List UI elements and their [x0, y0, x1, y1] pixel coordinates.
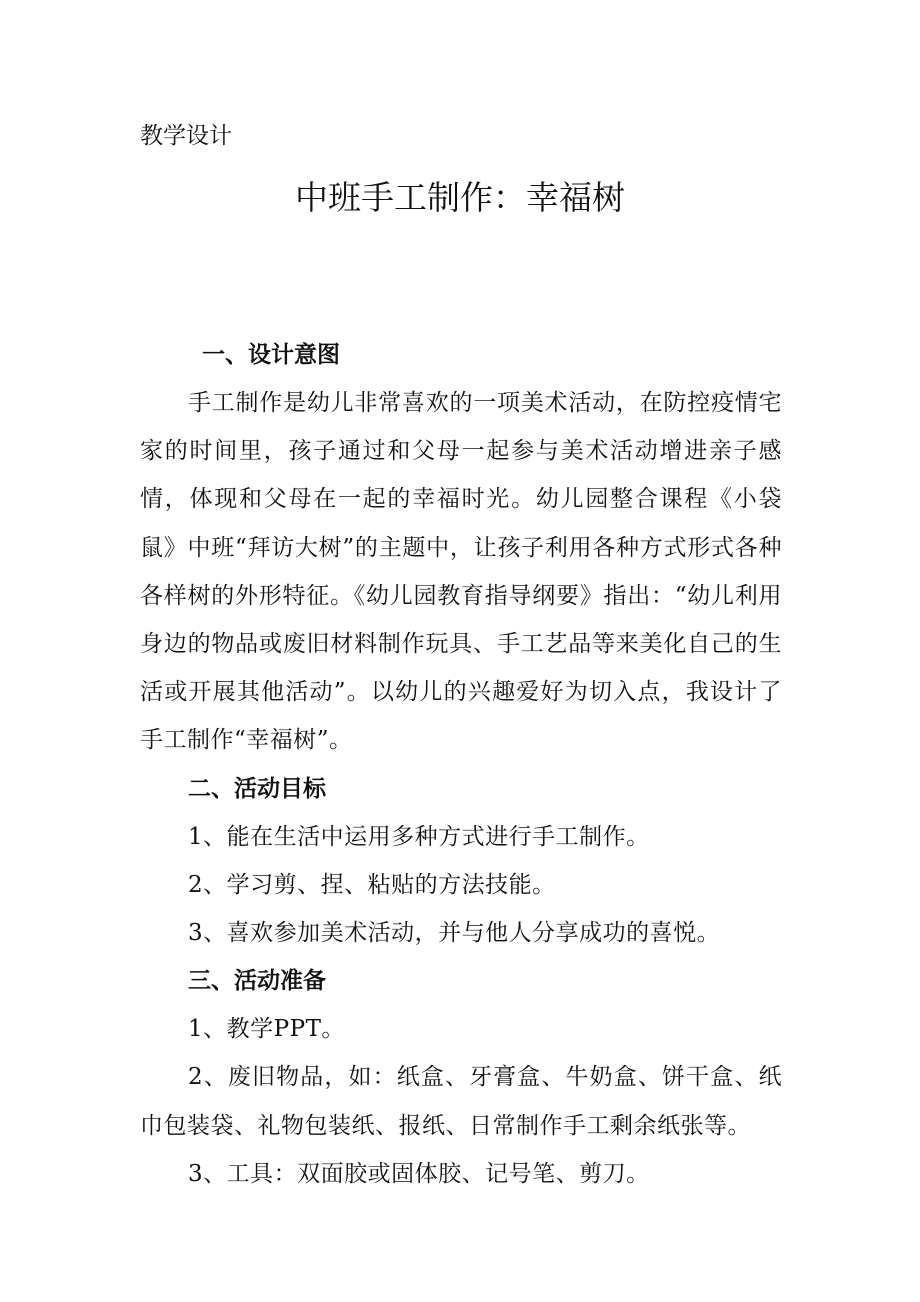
- section-heading-preparation: 三、活动准备: [188, 968, 326, 995]
- preparation-item-2: 2、废旧物品，如：纸盒、牙膏盒、牛奶盒、饼干盒、纸巾包装袋、礼物包装纸、报纸、日常制作手工剩余纸张等。: [140, 1064, 782, 1139]
- document-body: [140, 331, 782, 1198]
- section-heading-goals: 二、活动目标: [188, 775, 326, 802]
- preparation-item-3: 3、工具：双面胶或固体胶、记号笔、剪刀。: [188, 1160, 650, 1187]
- goal-item-3: 3、喜欢参加美术活动，并与他人分享成功的喜悦。: [188, 920, 721, 946]
- goal-item-1: 1、能在生活中运用多种方式进行手工制作。: [188, 823, 650, 850]
- goal-item-2: 2、学习剪、捏、粘贴的方法技能。: [188, 871, 556, 898]
- document-label: 教学设计: [140, 123, 232, 149]
- intent-paragraph: 手工制作是幼儿非常喜欢的一项美术活动，在防控疫情宅家的时间里，孩子通过和父母一起参与美术活动增进亲子感情，体现和父母在一起的幸福时光。幼儿园整合课程《小袋鼠》中班“拜访大树”的主题中，让孩子利用各种方式形式各种各样树的外形特征。《幼儿园教育指导纲要》指出：“幼儿利用身边的物品或废旧材料制作玩具、手工艺品等来美化自己的生活或开展其他活动”。以幼儿的兴趣爱好为切入点，我设计了手工制作“幸福树”。: [140, 390, 782, 754]
- section-heading-intent: 一、设计意图: [202, 342, 340, 368]
- document-title: 中班手工制作：幸福树: [295, 178, 625, 217]
- preparation-item-1: 1、教学PPT。: [188, 1016, 345, 1043]
